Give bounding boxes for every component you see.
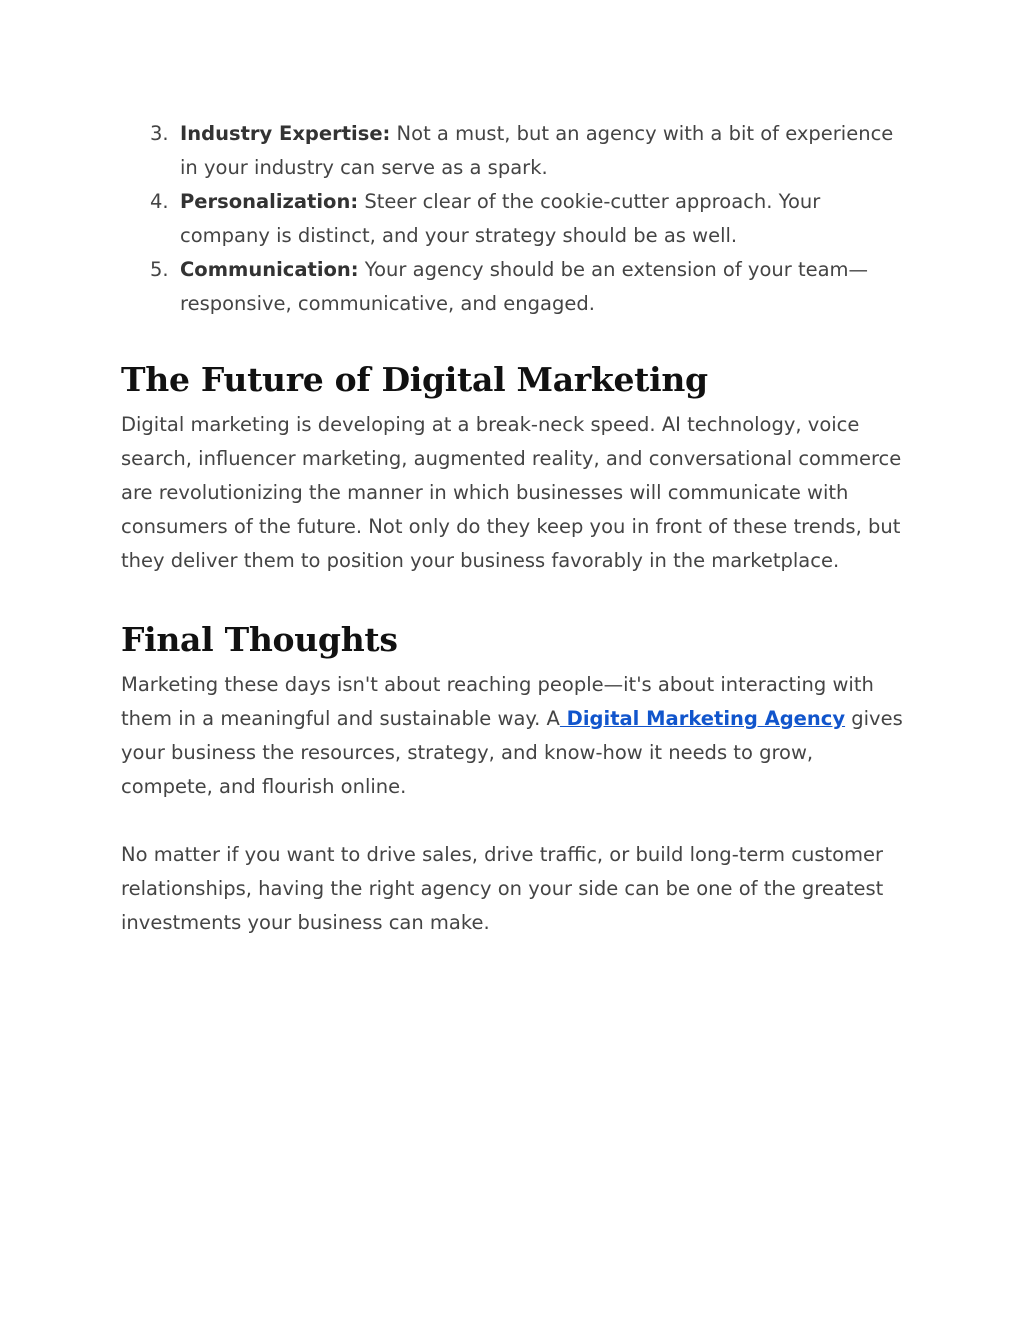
digital-marketing-agency-link[interactable]: Digital Marketing Agency: [559, 707, 846, 730]
list-text: Not a must, but an agency with a bit of experience in your industry can serve as a spark.: [180, 122, 894, 179]
list-number: 4.: [150, 190, 169, 213]
final-paragraph-2: No matter if you want to drive sales, drive traffic, or build long-term customer relationships, having the right agency on your side can be one of the greatest investments your business can make.: [121, 843, 884, 934]
final-paragraph-1-end: gives your business the resources, strategy, and know-how it needs to grow, compete, and flourish online.: [121, 707, 903, 798]
final-paragraph-1: [121, 668, 911, 804]
list-number: 5.: [150, 258, 169, 281]
list-term: Personalization:: [180, 190, 359, 213]
numbered-list: [121, 117, 911, 321]
document-page: [121, 117, 911, 940]
section-heading-final-thoughts: Final Thoughts: [121, 620, 398, 659]
list-number: 3.: [150, 122, 169, 145]
list-text: Steer clear of the cookie-cutter approach. Your company is distinct, and your strategy should be as well.: [180, 190, 821, 247]
future-paragraph: Digital marketing is developing at a break-neck speed. AI technology, voice search, influencer marketing, augmented reality, and conversational commerce are revolutionizing the manner in which businesses will communicate with consumers of the future. Not only do they keep you in front of these trends, but they deliver them to position your business favorably in the marketplace.: [121, 413, 902, 572]
list-item: [121, 117, 911, 185]
final-paragraph-1-start: Marketing these days isn't about reaching people—it's about interacting with them in a meaningful and sustainable way. A: [121, 673, 874, 730]
list-item: [121, 253, 911, 321]
list-text: Your agency should be an extension of your team—responsive, communicative, and engaged.: [180, 258, 869, 315]
list-term: Industry Expertise:: [180, 122, 391, 145]
list-term: Communication:: [180, 258, 359, 281]
list-item: [121, 185, 911, 253]
section-heading-future: The Future of Digital Marketing: [121, 360, 708, 399]
